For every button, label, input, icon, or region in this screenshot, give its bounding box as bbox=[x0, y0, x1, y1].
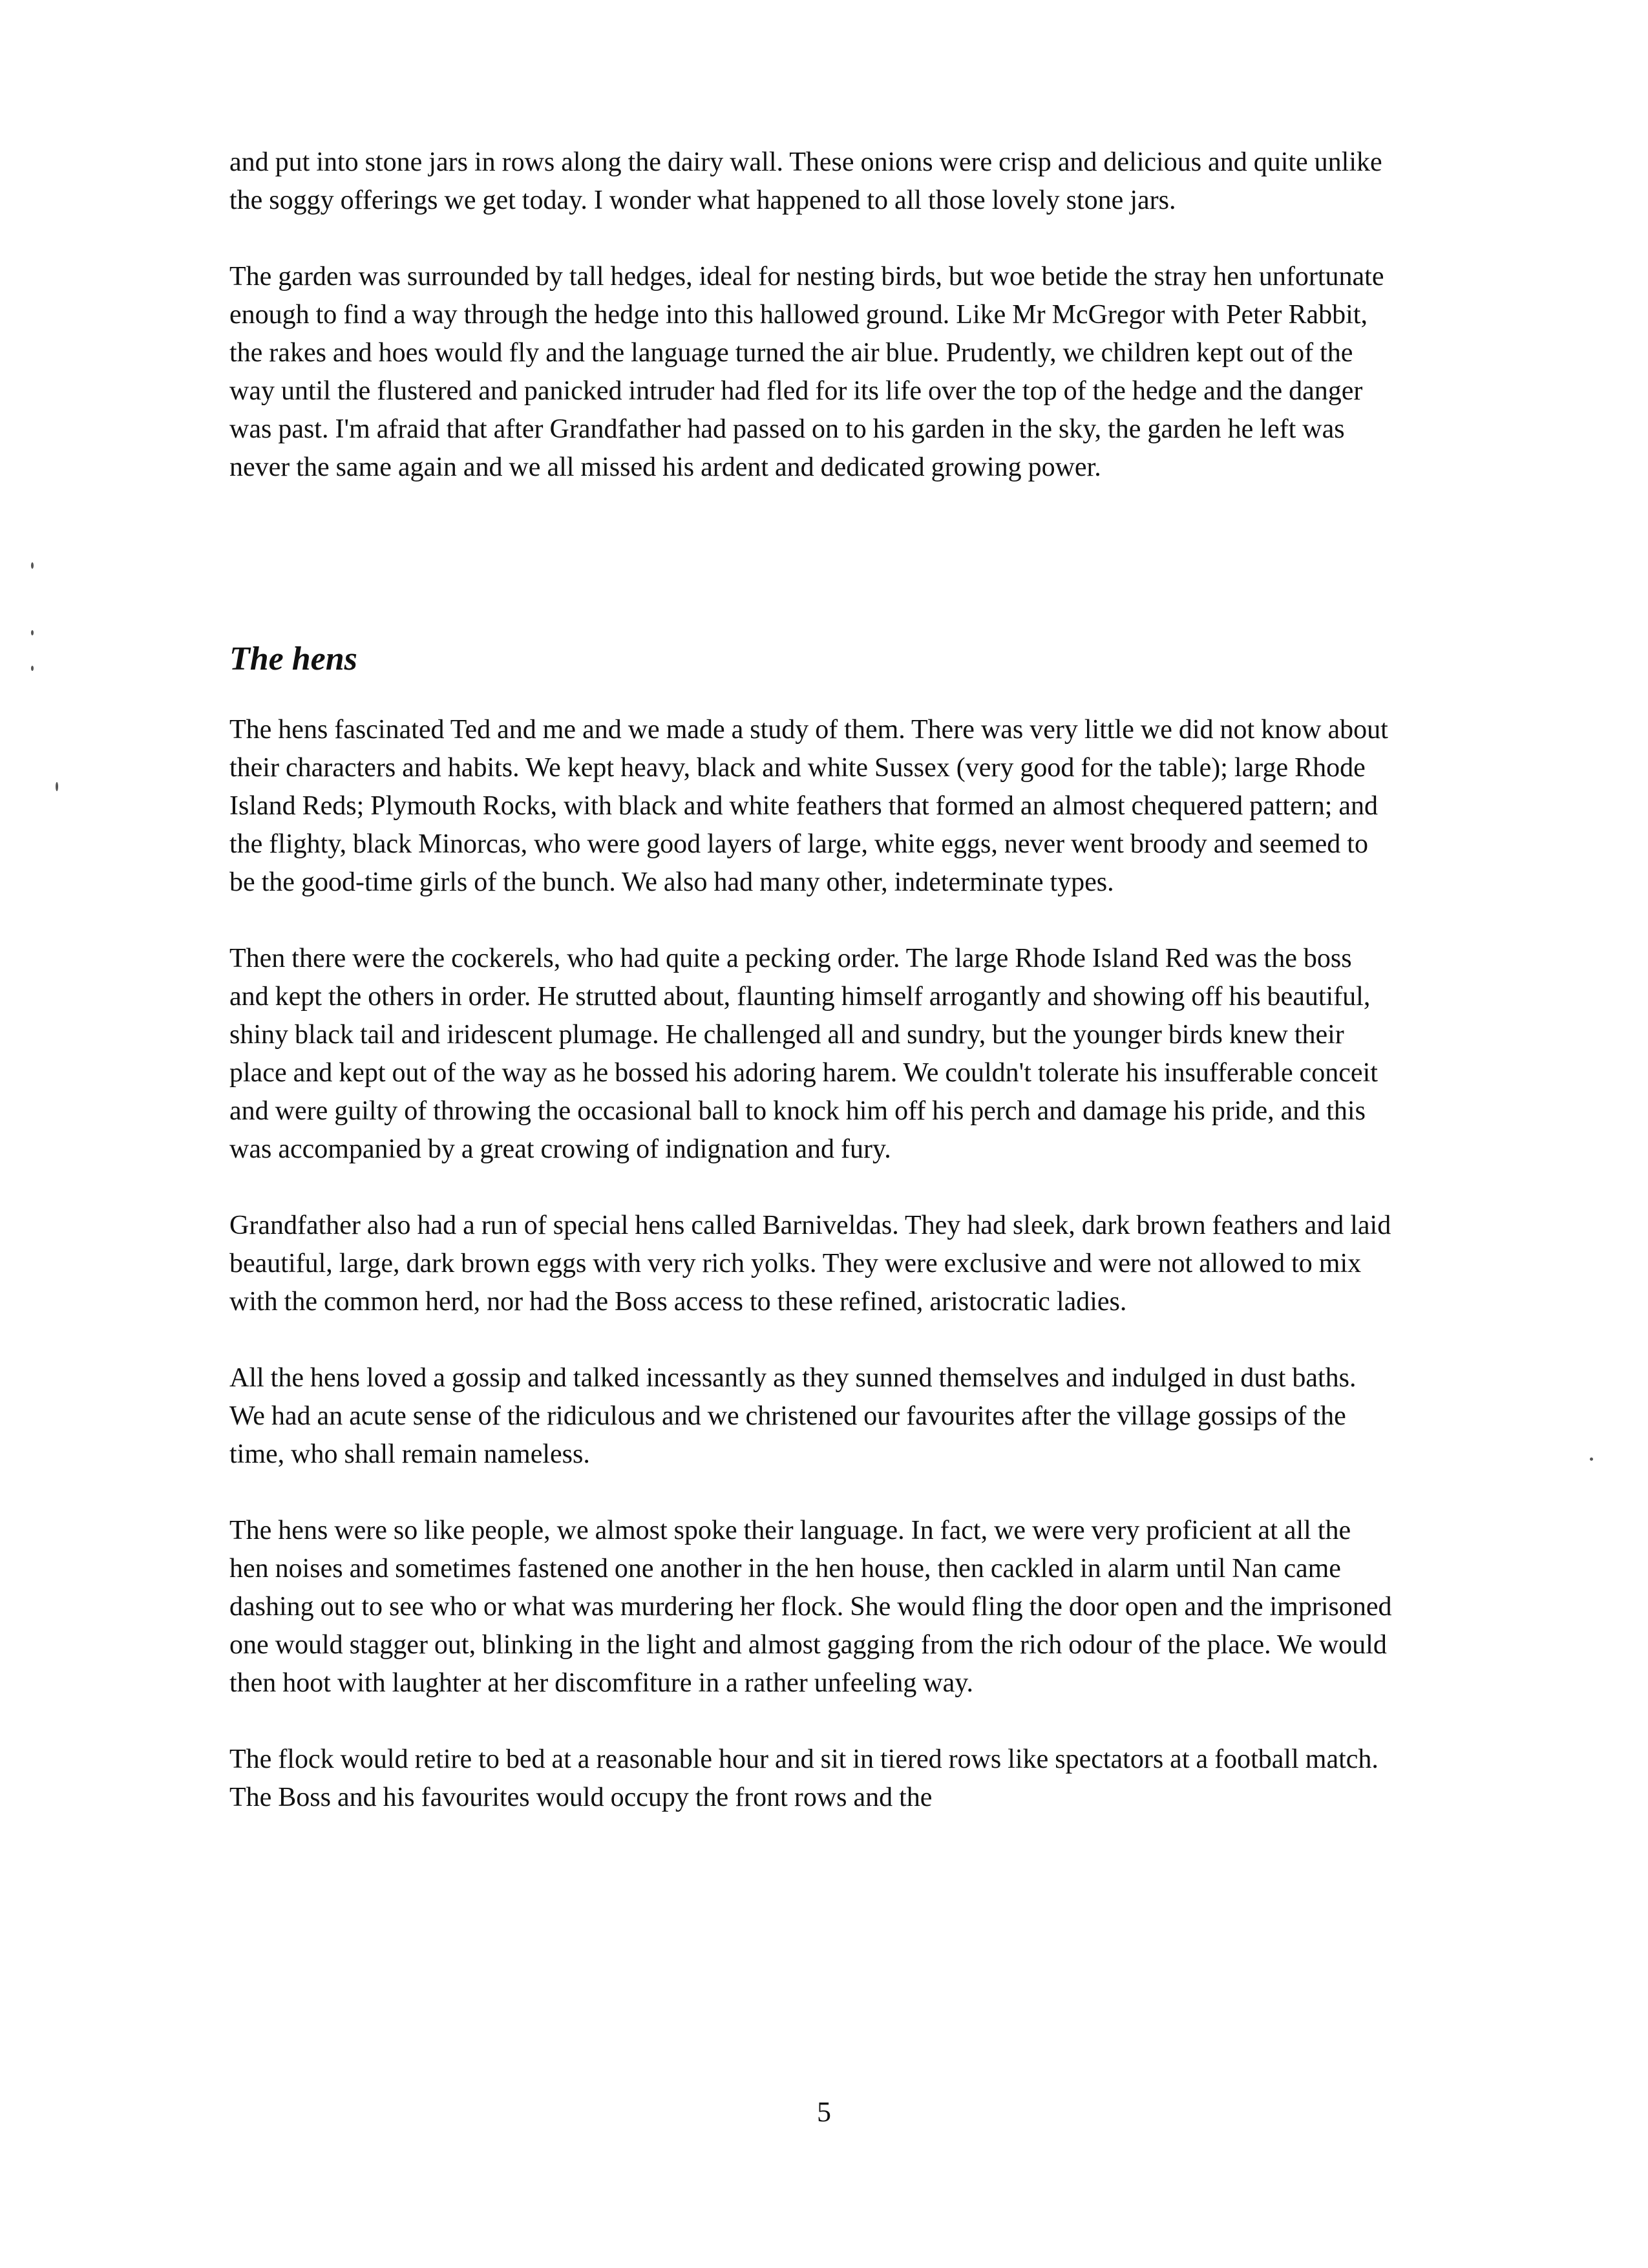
scan-speck bbox=[31, 630, 34, 635]
scan-speck bbox=[31, 666, 34, 671]
paragraph-8: The flock would retire to bed at a reasonable hour and sit in tiered rows like spectators at a football match. The Boss and his favourites would occupy the front rows and the bbox=[229, 1744, 1379, 1812]
paragraph-2: The garden was surrounded by tall hedges, ideal for nesting birds, but woe betide the stray hen unfortunate enough to find a way through the hedge into this hallowed ground. Like Mr McGregor with Peter Rabbit, the rakes and hoes would fly and the language turned the air blue. Prudently, we children kept out of the way until the flustered and panicked intruder had fled for its life over the top of the hedge and the danger was past. I'm afraid that after Grandfather had passed on to his garden in the sky, the garden he left was never the same again and we all missed his ardent and dedicated growing power. bbox=[229, 262, 1384, 482]
page-number: 5 bbox=[817, 2096, 831, 2128]
scan-speck bbox=[56, 782, 58, 791]
section-heading: The hens bbox=[229, 641, 357, 677]
scan-speck bbox=[31, 562, 34, 569]
text-section-bottom bbox=[229, 711, 1393, 1817]
text-section-top bbox=[229, 143, 1393, 487]
paragraph-1: and put into stone jars in rows along the dairy wall. These onions were crisp and delicious and quite unlike the soggy offerings we get today. I wonder what happened to all those lovely stone jars. bbox=[229, 147, 1382, 215]
paragraph-6: All the hens loved a gossip and talked incessantly as they sunned themselves and indulged in dust baths. We had an acute sense of the ridiculous and we christened our favourites after the village gossips of the time, who shall remain nameless. bbox=[229, 1363, 1357, 1469]
paragraph-4: Then there were the cockerels, who had quite a pecking order. The large Rhode Island Red was the boss and kept the others in order. He strutted about, flaunting himself arrogantly and showing off his beautiful, shiny black tail and iridescent plumage. He challenged all and sundry, but the younger birds knew their place and kept out of the way as he bossed his adoring harem. We couldn't tolerate his insufferable conceit and were guilty of throwing the occasional ball to knock him off his perch and damage his pride, and this was accompanied by a great crowing of indignation and fury. bbox=[229, 944, 1378, 1164]
scan-speck bbox=[1590, 1457, 1593, 1461]
paragraph-5: Grandfather also had a run of special hens called Barniveldas. They had sleek, dark brown feathers and laid beautiful, large, dark brown eggs with very rich yolks. They were exclusive and were not allowed to mix with the common herd, nor had the Boss access to these refined, aristocratic ladies. bbox=[229, 1211, 1391, 1317]
paragraph-7: The hens were so like people, we almost spoke their language. In fact, we were very proficient at all the hen noises and sometimes fastened one another in the hen house, then cackled in alarm until Nan came dashing out to see who or what was murdering her flock. She would fling the door open and the imprisoned one would stagger out, blinking in the light and almost gagging from the rich odour of the place. We would then hoot with laughter at her discomfiture in a rather unfeeling way. bbox=[229, 1516, 1392, 1698]
paragraph-3: The hens fascinated Ted and me and we made a study of them. There was very little we did not know about their characters and habits. We kept heavy, black and white Sussex (very good for the table); large Rhode Island Reds; Plymouth Rocks, with black and white feathers that formed an almost chequered pattern; and the flighty, black Minorcas, who were good layers of large, white eggs, never went broody and seemed to be the good-time girls of the bunch. We also had many other, indeterminate types. bbox=[229, 715, 1388, 897]
